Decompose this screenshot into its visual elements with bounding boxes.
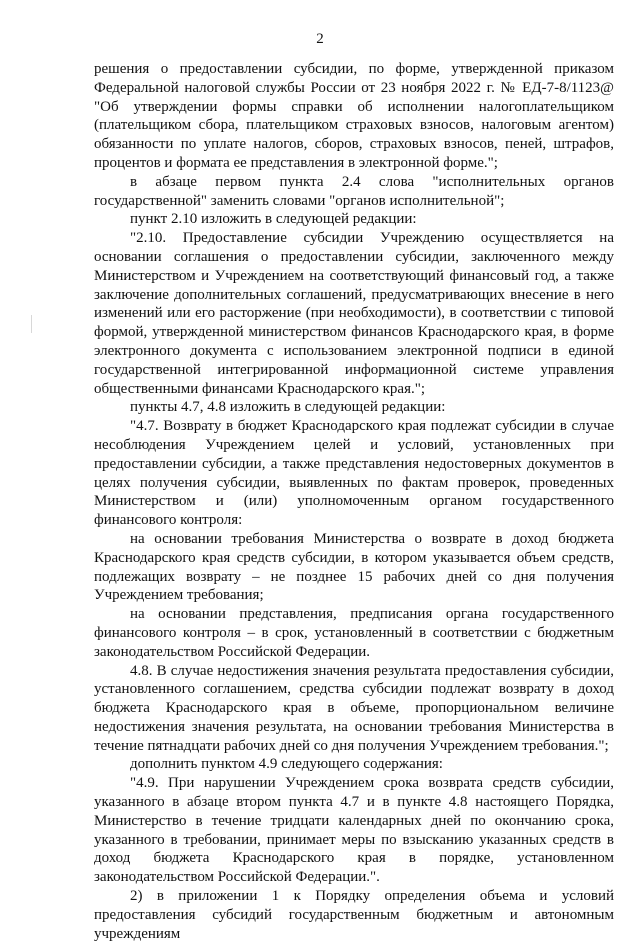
paragraph-item-4-8: 4.8. В случае недостижения значения результата предоставления субсидии, установленного соглашением, средства субсидии подлежат возврату в доход бюджета Краснодарского края в объеме, пропорциональном величине недостижения значения результата, на основании требования Министерства в течение пятнадцати рабочих дней со дня получения Учреждением требования."; xyxy=(94,662,614,754)
paragraph-item-4-9-intro: дополнить пунктом 4.9 следующего содержания: xyxy=(130,756,443,773)
paragraph-item-4-7: "4.7. Возврату в бюджет Краснодарского края подлежат субсидии в случае несоблюдения Учреждением целей и условий, установленных при предоставлении субсидии, а также представления недостоверных документов в целях получения субсидии, выявленных по фактам проверок, проведенных Министерством и (или) уполномоченным органом государственного финансового контроля: xyxy=(94,418,614,529)
paragraph-item-4-9: "4.9. При нарушении Учреждением срока возврата средств субсидии, указанного в абзаце втором пункта 4.7 и в пункте 4.8 настоящего Порядка, Министерство в течение тридцати календарных дней по окончанию срока, указанного в требовании, принимает меры по взысканию указанных средств в доход бюджета Краснодарского края в порядке, установленном законодательством Российской Федерации.". xyxy=(94,775,614,886)
paragraph-item-4-7-control: на основании представления, предписания органа государственного финансового контроля – в срок, установленный в соответствии с бюджетным законодательством Российской Федерации. xyxy=(94,606,614,660)
paragraph-item-4-7-demand: на основании требования Министерства о возврате в доход бюджета Краснодарского края средств субсидии, в котором указывается объем средств, подлежащих возврату – не позднее 15 рабочих дней со дня получения Учреждением требования; xyxy=(94,530,614,604)
scan-margin-mark xyxy=(31,315,32,333)
page-number: 2 xyxy=(316,31,324,47)
paragraph-appendix-1: 2) в приложении 1 к Порядку определения объема и условий предоставления субсидий государственным бюджетным и автономным учреждениям xyxy=(94,888,614,942)
paragraph-item-2-10-intro: пункт 2.10 изложить в следующей редакции: xyxy=(130,211,417,228)
paragraph-form-reference: решения о предоставлении субсидии, по форме, утвержденной приказом Федеральной налоговой службы России от 23 ноября 2022 г. № ЕД-7-8/1123@ "Об утверждении формы справки об исполнении налогоплательщиком (плательщиком сбора, плательщиком страховых взносов, налоговым агентом) обязанности по уплате налогов, сборов, страховых взносов, пеней, штрафов, процентов и формата ее представления в электронной форме."; xyxy=(94,61,614,171)
paragraph-item-2-4: в абзаце первом пункта 2.4 слова "исполнительных органов государственной" заменить словами "органов исполнительной"; xyxy=(94,173,614,209)
paragraph-item-2-10: "2.10. Предоставление субсидии Учреждению осуществляется на основании соглашения о предоставлении субсидии, заключенного между Министерством и Учреждением на соответствующий финансовый год, а также заключение дополнительных соглашений, предусматривающих внесение в него изменений или его расторжение (при необходимости), в соответствии с типовой формой, утвержденной министерством финансов Краснодарского края, в форме электронного документа с использованием электронной подписи в единой государственной интегрированной информационной системе управления общественными финансами Краснодарского края."; xyxy=(94,230,614,397)
paragraph-items-4-7-4-8-intro: пункты 4.7, 4.8 изложить в следующей редакции: xyxy=(130,399,446,416)
document-body xyxy=(94,60,614,943)
